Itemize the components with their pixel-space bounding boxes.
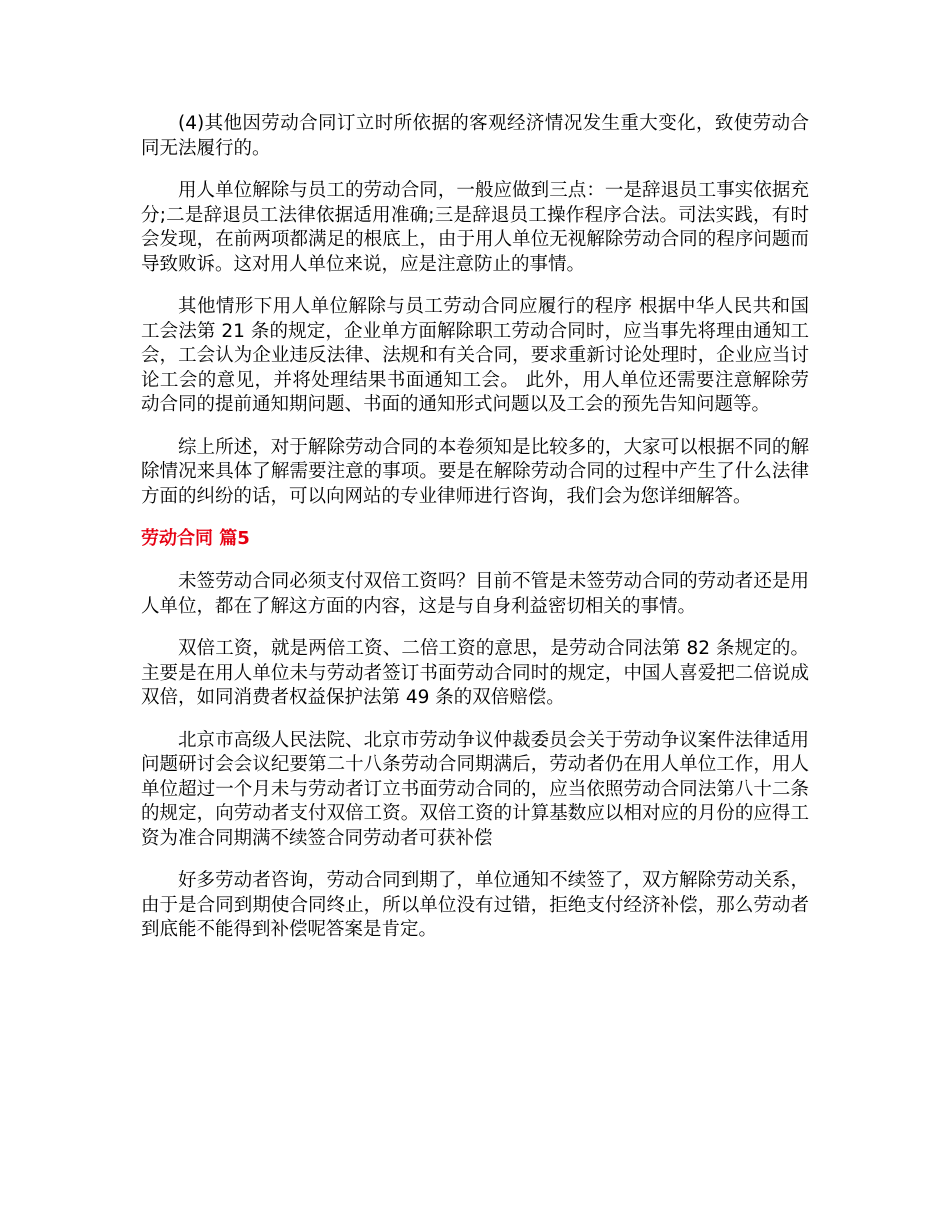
paragraph-three-requirements: 用人单位解除与员工的劳动合同，一般应做到三点：一是辞退员工事实依据充分;二是辞退员工法律依据适用准确;三是辞退员工操作程序合法。司法实践，有时会发现，在前两项都满足的根底上，由于用人单位无视解除劳动合同的程序问题而导致败诉。这对用人单位来说，应是注意防止的事情。 [141,180,809,275]
paragraph-summary: 综上所述，对于解除劳动合同的本卷须知是比较多的，大家可以根据不同的解除情况来具体了解需要注意的事项。要是在解除劳动合同的过程中产生了什么法律方面的纠纷的话，可以向网站的专业律师进行咨询，我们会为您详细解答。 [141,436,809,507]
paragraph-beijing-court-minutes: 北京市高级人民法院、北京市劳动争议仲裁委员会关于劳动争议案件法律适用问题研讨会会议纪要第二十八条劳动合同期满后，劳动者仍在用人单位工作，用人单位超过一个月未与劳动者订立书面劳动合同的，应当依照劳动合同法第八十二条的规定，向劳动者支付双倍工资。双倍工资的计算基数应以相对应的月份的应得工资为准合同期满不续签合同劳动者可获补偿 [141,729,809,849]
paragraph-circumstance-4: (4)其他因劳动合同订立时所依据的客观经济情况发生重大变化，致使劳动合同无法履行的。 [141,113,809,159]
paragraph-double-wage-definition: 双倍工资，就是两倍工资、二倍工资的意思，是劳动合同法第 82 条规定的。主要是在用人单位未与劳动者签订书面劳动合同时的规定，中国人喜爱把二倍说成双倍，如同消费者权益保护法第 49 条的双倍赔偿。 [141,638,809,708]
paragraph-union-procedure: 其他情形下用人单位解除与员工劳动合同应履行的程序 根据中华人民共和国工会法第 21 条的规定，企业单方面解除职工劳动合同时，应当事先将理由通知工会，工会认为企业违反法律、法规和有关合同，要求重新讨论处理时，企业应当讨论工会的意见，并将处理结果书面通知工会。 此外，用人单位还需要注意解除劳动合同的提前通知期问题、书面的通知形式问题以及工会的预先告知问题等。 [141,296,809,415]
paragraph-double-wage-question: 未签劳动合同必须支付双倍工资吗？目前不管是未签劳动合同的劳动者还是用人单位，都在了解这方面的内容，这是与自身利益密切相关的事情。 [141,571,809,617]
document-page [141,112,809,961]
paragraph-contract-expiry: 好多劳动者咨询，劳动合同到期了，单位通知不续签了，双方解除劳动关系，由于是合同到期使合同终止，所以单位没有过错，拒绝支付经济补偿，那么劳动者到底能不能得到补偿呢答案是肯定。 [141,870,809,940]
section-heading: 劳动合同 篇5 [141,528,250,549]
